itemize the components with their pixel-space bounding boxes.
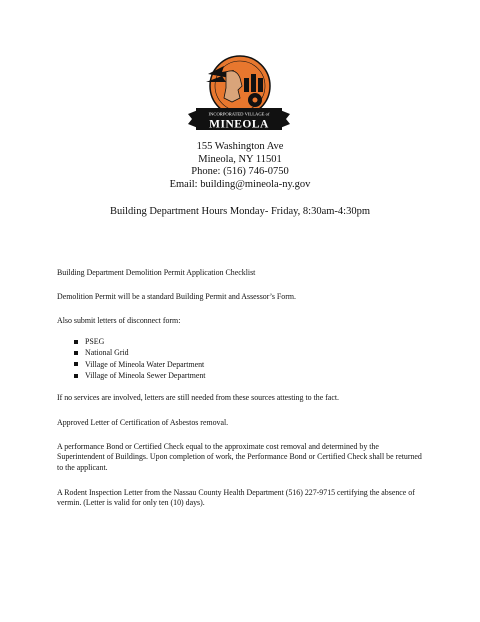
phone-number: Phone: (516) 746-0750	[191, 166, 289, 178]
seal-name-text: MINEOLA	[209, 118, 269, 131]
list-item: Village of Mineola Water Department	[74, 359, 205, 370]
checklist-title: Building Department Demolition Permit Application Checklist	[57, 268, 256, 277]
asbestos-requirement: Approved Letter of Certification of Asbestos removal.	[57, 418, 229, 427]
disconnect-intro: Also submit letters of disconnect form:	[57, 316, 181, 325]
list-item: National Grid	[74, 347, 205, 358]
street-address: 155 Washington Ave	[196, 141, 284, 152]
no-services-note: If no services are involved, letters are still needed from these sources attesting to the fact.	[57, 393, 339, 402]
bond-requirement: A performance Bond or Certified Check equal to the approximate cost removal and determined by the Superintendent of Buildings. Upon completion of work, the Performance Bond or Certified Check shall be returned to the applicant.	[57, 442, 422, 472]
list-item: Village of Mineola Sewer Department	[74, 370, 205, 381]
seal-top-text: INCORPORATED VILLAGE of	[208, 111, 270, 117]
disconnect-list	[74, 336, 205, 382]
permit-note: Demolition Permit will be a standard Building Permit and Assessor’s Form.	[57, 292, 296, 301]
city-state-zip: Mineola, NY 11501	[198, 153, 282, 165]
rodent-requirement: A Rodent Inspection Letter from the Nassau County Health Department (516) 227-9715 certifying the absence of vermin. (Letter is valid for only ten (10) days).	[57, 488, 415, 508]
address-block	[0, 141, 480, 191]
office-hours: Building Department Hours Monday- Friday, 8:30am-4:30pm	[109, 206, 371, 217]
email-address: Email: building@mineola-ny.gov	[169, 178, 311, 190]
list-item: PSEG	[74, 336, 205, 347]
village-seal-logo	[184, 52, 294, 138]
